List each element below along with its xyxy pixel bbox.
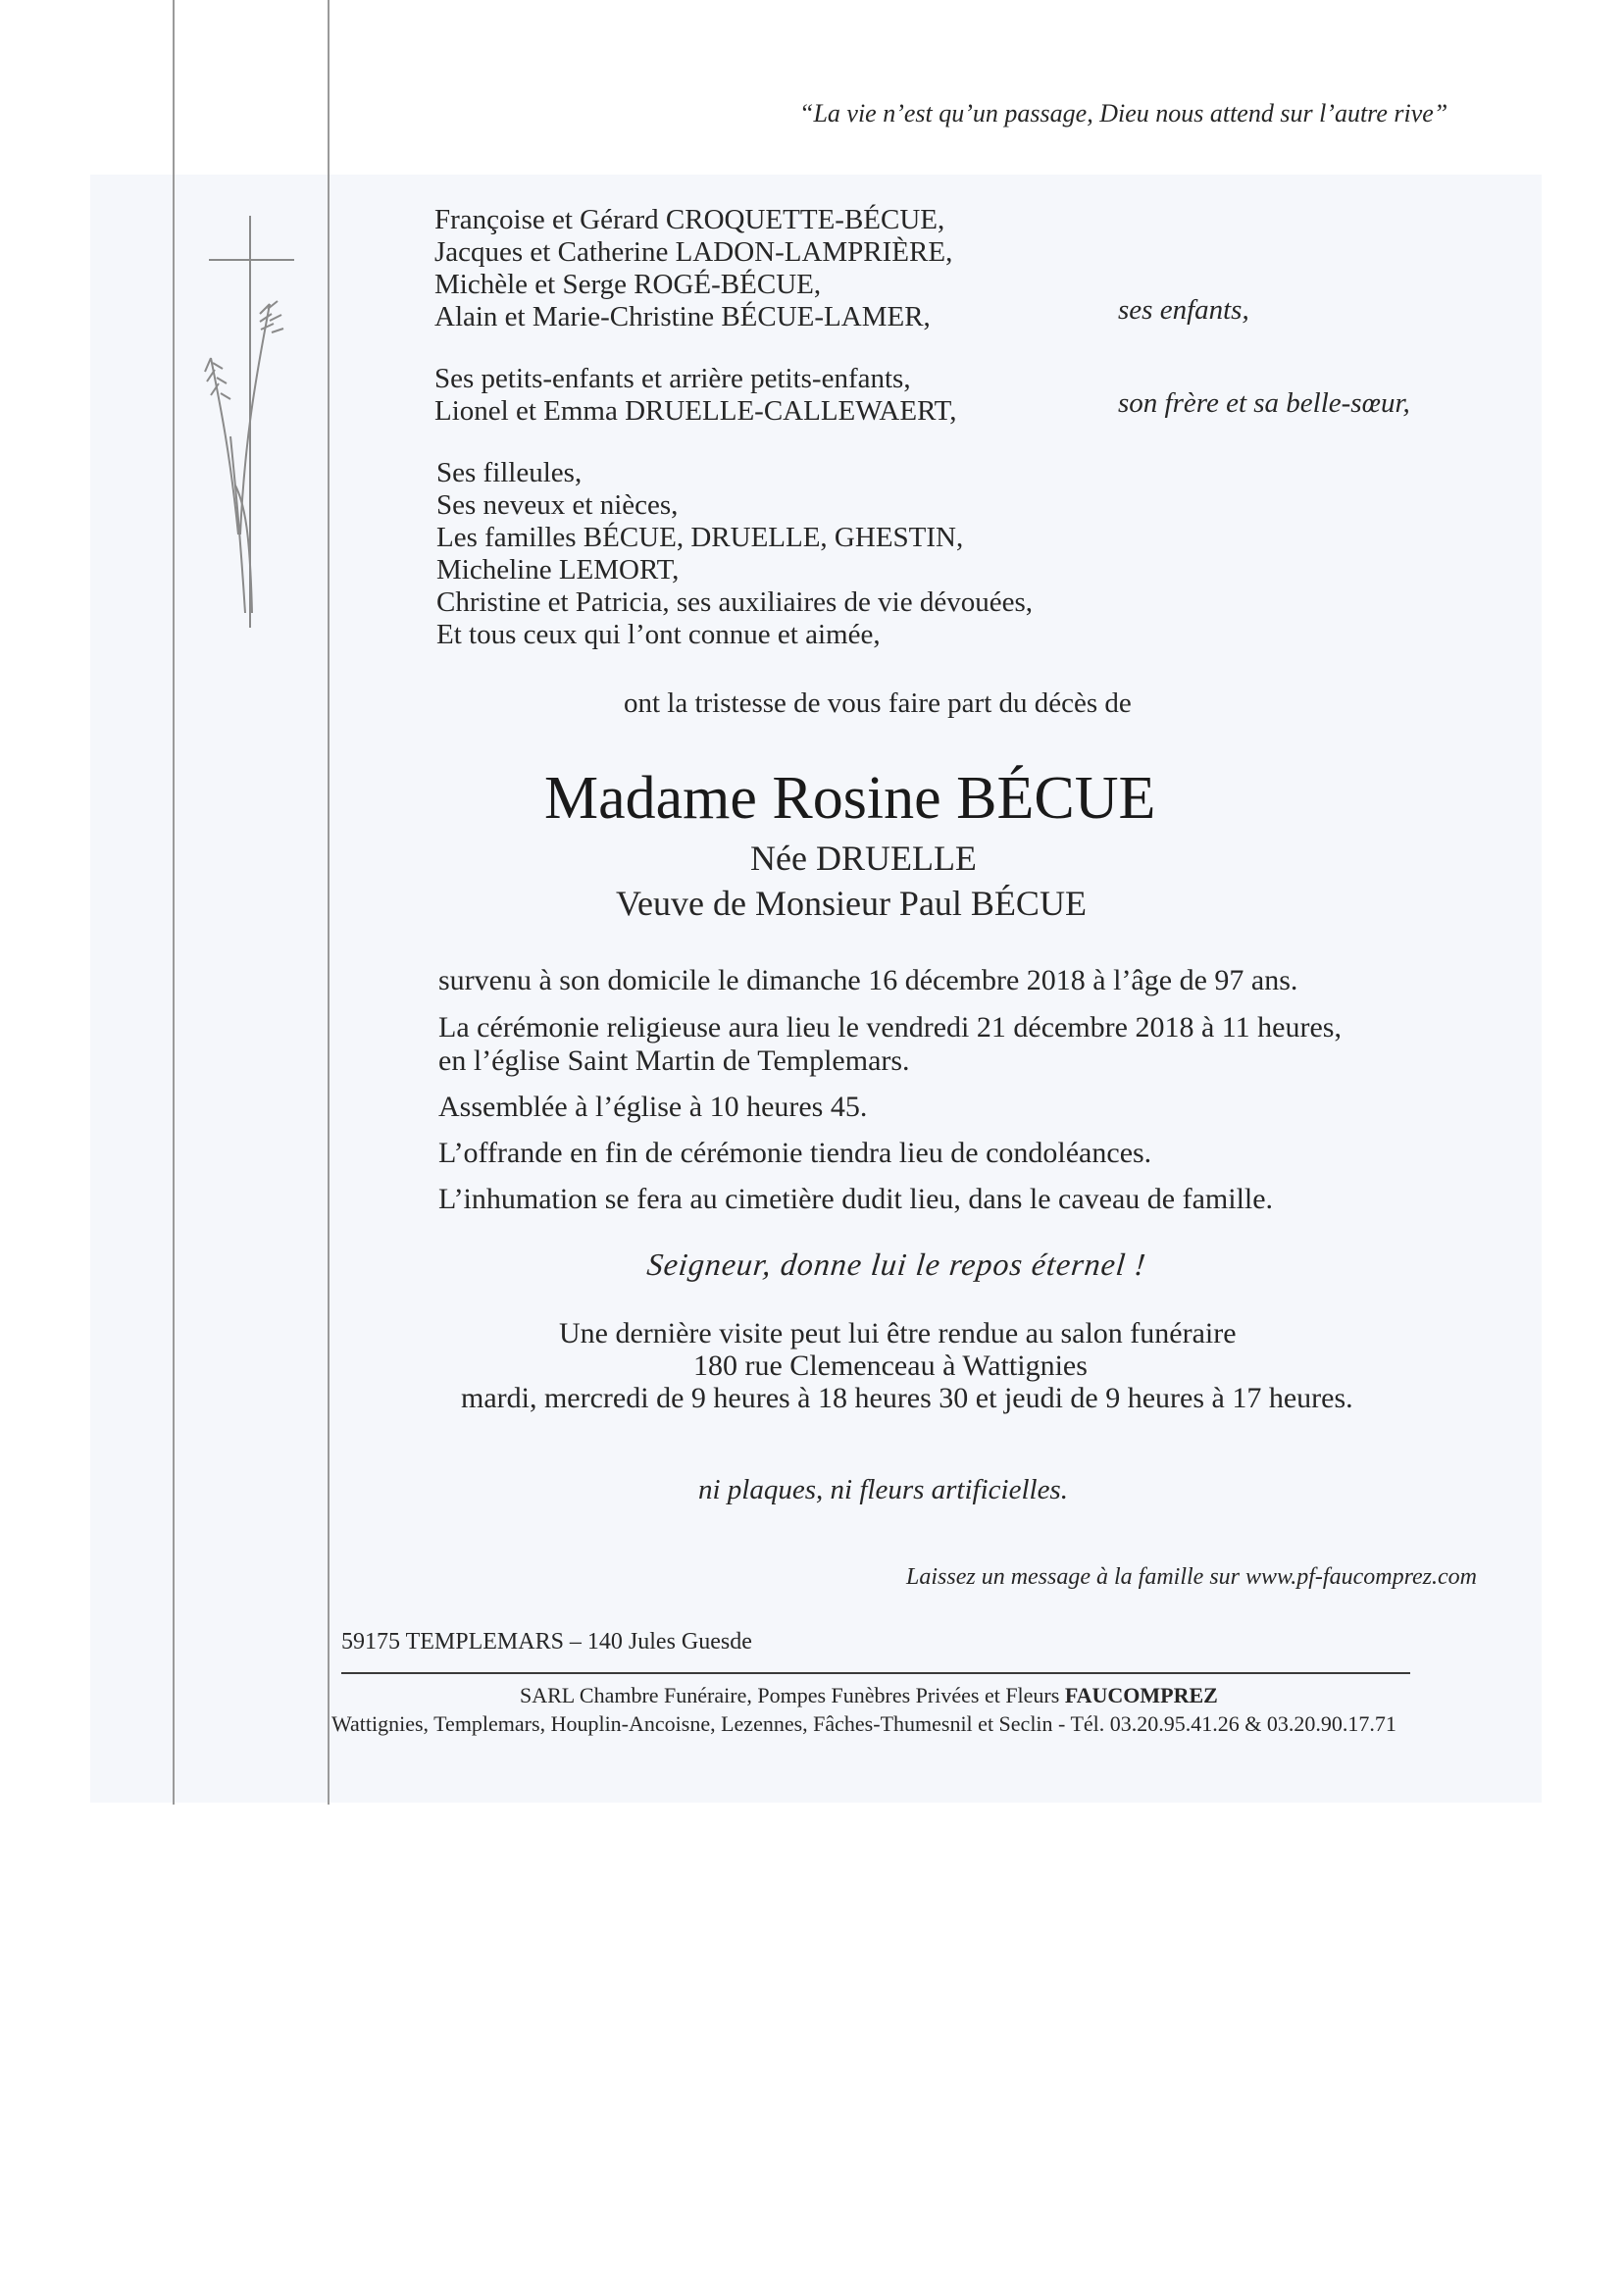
epigraph: “La vie n’est qu’un passage, Dieu nous attend sur l’autre rive” bbox=[799, 99, 1448, 127]
visit-line: Une dernière visite peut lui être rendue au salon funéraire bbox=[559, 1317, 1237, 1349]
family-other-line: Les familles BÉCUE, DRUELLE, GHESTIN, bbox=[436, 522, 964, 553]
family-children-line: Alain et Marie-Christine BÉCUE-LAMER, bbox=[434, 301, 931, 332]
detail-line: La cérémonie religieuse aura lieu le vendredi 21 décembre 2018 à 11 heures, bbox=[438, 1011, 1342, 1044]
detail-line: Assemblée à l’église à 10 heures 45. bbox=[438, 1091, 868, 1123]
message-link[interactable]: Laissez un message à la famille sur www.pf-faucomprez.com bbox=[906, 1564, 1477, 1590]
no-flowers-note: ni plaques, ni fleurs artificielles. bbox=[698, 1474, 1068, 1505]
footer-locations: Wattignies, Templemars, Houplin-Ancoisne, Lezennes, Fâches-Thumesnil et Seclin - Tél. 03.20.95.41.26 & 03.20.90.17.71 bbox=[331, 1711, 1396, 1736]
family-children-line: Françoise et Gérard CROQUETTE-BÉCUE, bbox=[434, 204, 945, 235]
family-other-line: Micheline LEMORT, bbox=[436, 554, 680, 585]
detail-line: en l’église Saint Martin de Templemars. bbox=[438, 1044, 910, 1077]
detail-line: survenu à son domicile le dimanche 16 décembre 2018 à l’âge de 97 ans. bbox=[438, 964, 1298, 996]
footer-company bbox=[520, 1685, 1218, 1706]
visit-line: mardi, mercredi de 9 heures à 18 heures 30 et jeudi de 9 heures à 17 heures. bbox=[461, 1382, 1353, 1414]
family-other-line: Christine et Patricia, ses auxiliaires de vie dévouées, bbox=[436, 586, 1034, 618]
deceased-name: Madame Rosine BÉCUE bbox=[544, 765, 1156, 832]
margin-rule-right bbox=[328, 0, 330, 1805]
detail-line: L’offrande en fin de cérémonie tiendra lieu de condoléances. bbox=[438, 1137, 1152, 1169]
sibling-relation: son frère et sa belle-sœur, bbox=[1118, 387, 1410, 419]
deceased-widow-of: Veuve de Monsieur Paul BÉCUE bbox=[616, 884, 1087, 923]
family-other-line: Ses neveux et nièces, bbox=[436, 489, 679, 521]
family-other-line: Ses filleules, bbox=[436, 457, 583, 488]
sibling-line: Lionel et Emma DRUELLE-CALLEWAERT, bbox=[434, 395, 957, 427]
visit-line: 180 rue Clemenceau à Wattignies bbox=[693, 1349, 1088, 1382]
children-relation: ses enfants, bbox=[1118, 294, 1249, 326]
family-children-line: Jacques et Catherine LADON-LAMPRIÈRE, bbox=[434, 236, 953, 268]
footer-company-prefix: SARL Chambre Funéraire, Pompes Funèbres Privées et Fleurs bbox=[520, 1683, 1060, 1707]
detail-line: L’inhumation se fera au cimetière dudit lieu, dans le caveau de famille. bbox=[438, 1183, 1274, 1215]
footer-rule bbox=[341, 1672, 1410, 1674]
grandchildren-line: Ses petits-enfants et arrière petits-enfants, bbox=[434, 363, 911, 394]
announcement: ont la tristesse de vous faire part du décès de bbox=[624, 687, 1132, 719]
cross-with-wheat-icon bbox=[191, 211, 299, 633]
prayer: Seigneur, donne lui le repos éternel ! bbox=[645, 1247, 1148, 1282]
footer-company-name: FAUCOMPREZ bbox=[1064, 1683, 1218, 1707]
deceased-birth-name: Née DRUELLE bbox=[750, 839, 977, 878]
family-children-line: Michèle et Serge ROGÉ-BÉCUE, bbox=[434, 269, 822, 300]
margin-rule-left bbox=[173, 0, 175, 1805]
family-other-line: Et tous ceux qui l’ont connue et aimée, bbox=[436, 619, 881, 650]
home-address: 59175 TEMPLEMARS – 140 Jules Guesde bbox=[341, 1629, 752, 1655]
